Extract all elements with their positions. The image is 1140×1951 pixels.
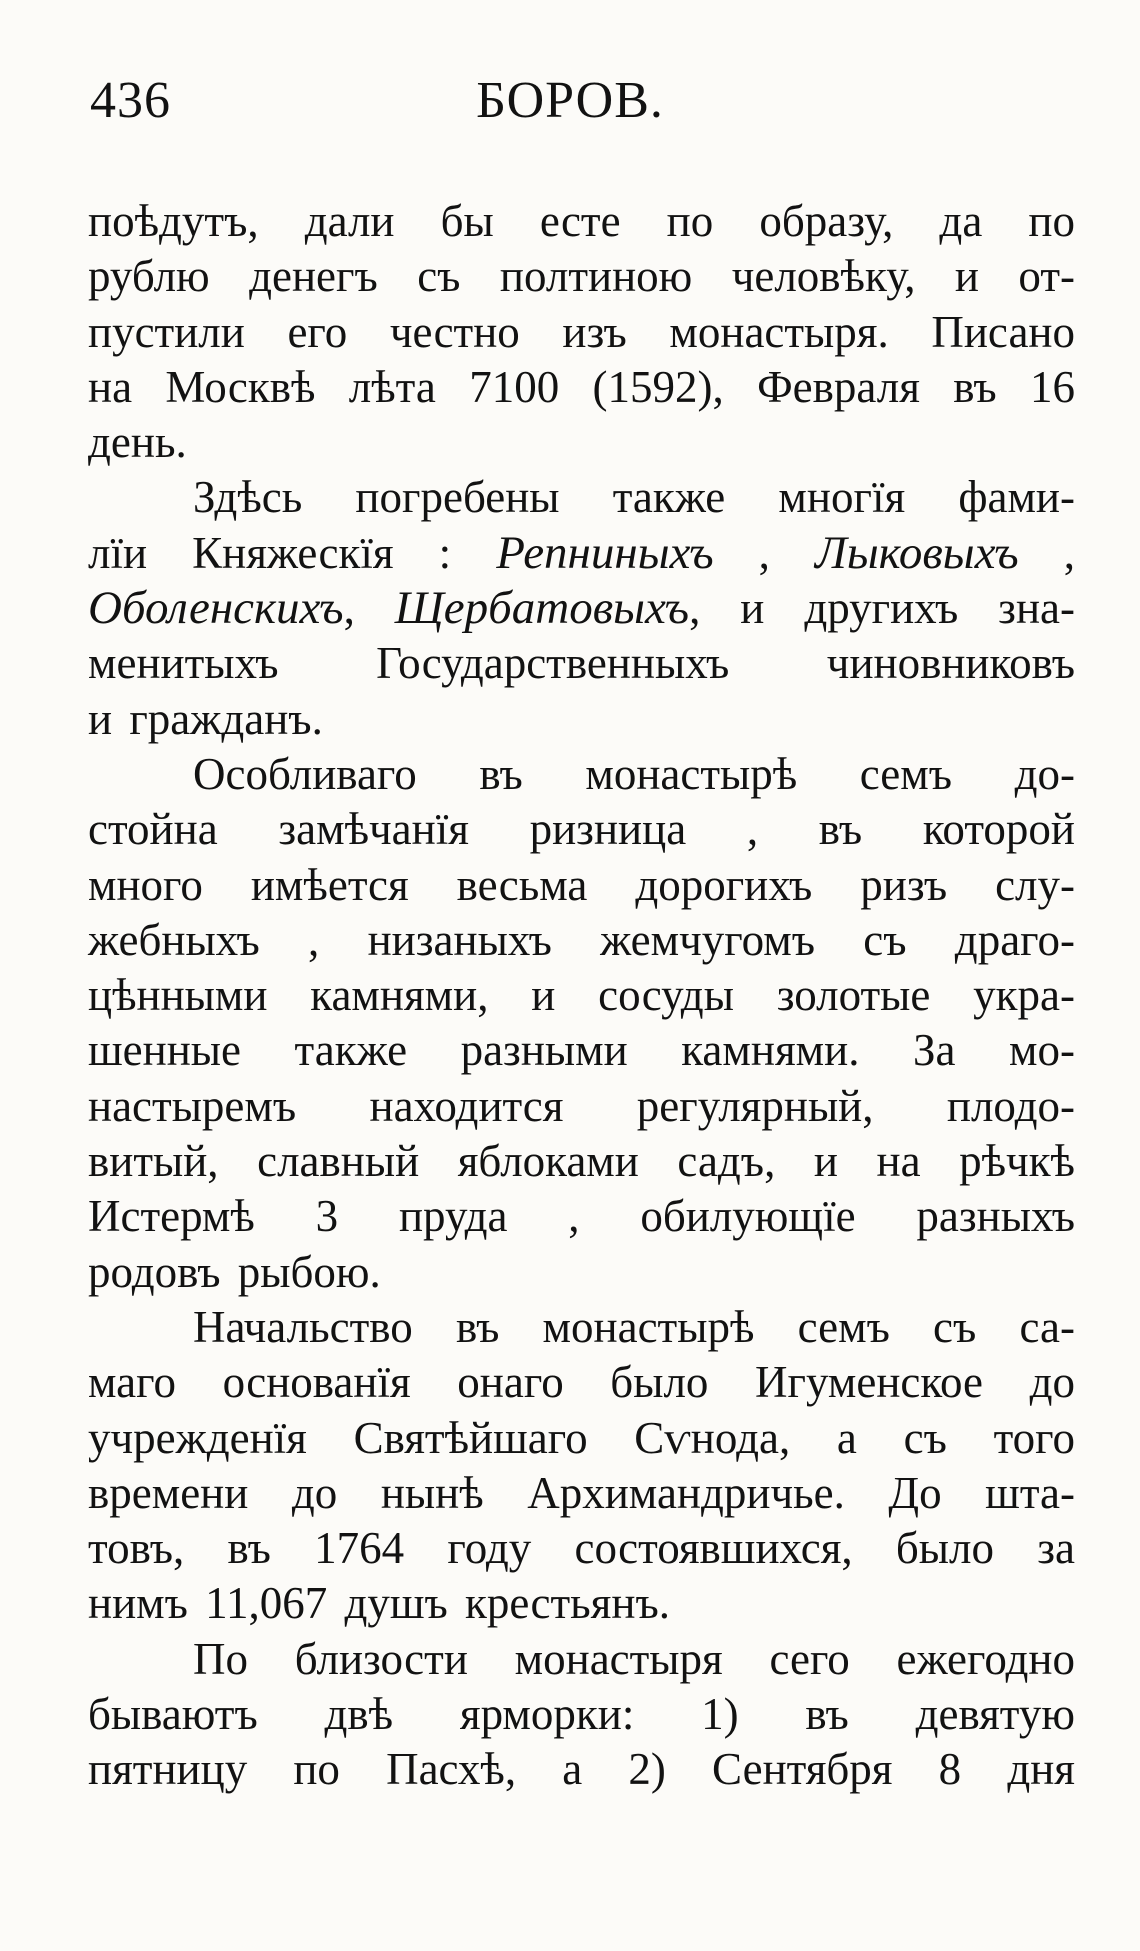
- text-line: Особливаго въ монастырѣ семъ до-: [193, 748, 1075, 799]
- paragraph: [88, 1632, 1075, 1798]
- text-line: нимъ 11,067 душъ крестьянъ.: [88, 1578, 670, 1629]
- text-line: цѣнными камнями, и сосуды золотые укра-: [88, 970, 1075, 1021]
- text-line: на Москвѣ лѣта 7100 (1592), Февраля въ 16: [88, 361, 1075, 412]
- text-segment: ,: [343, 583, 395, 634]
- text-line: поѣдутъ, дали бы есте по образу, да по: [88, 196, 1075, 246]
- family-name: Лыковыхъ: [815, 526, 1019, 579]
- text-line: времени до нынѣ Архимандричье. До шта-: [88, 1467, 1075, 1518]
- text-segment: лїи Княжескїя :: [88, 527, 497, 578]
- paragraph: [88, 747, 1075, 1300]
- running-title: БОРОВ.: [476, 72, 664, 129]
- text-segment: ,: [1018, 527, 1076, 578]
- page-number: 436: [90, 72, 171, 129]
- text-line: родовъ рыбою.: [88, 1246, 381, 1297]
- text-line: день.: [88, 417, 187, 468]
- text-line: шенные также разными камнями. За мо-: [88, 1025, 1075, 1076]
- text-line: [88, 581, 1075, 636]
- family-name: Репниныхъ: [496, 526, 714, 579]
- text-line: менитыхъ Государственныхъ чиновниковъ: [88, 638, 1075, 689]
- text-line: пятницу по Пасхѣ, а 2) Сентября 8 дня: [88, 1744, 1075, 1795]
- text-line: Здѣсь погребены также многїя фами-: [193, 472, 1075, 523]
- text-line: бываютъ двѣ ярморки: 1) въ девятую: [88, 1689, 1075, 1740]
- text-line: товъ, въ 1764 году состоявшихся, было за: [88, 1523, 1075, 1574]
- family-name: Щербатовыхъ: [394, 582, 690, 635]
- text-line: пустили его честно изъ монастыря. Писано: [88, 306, 1075, 357]
- text-line: Истермѣ 3 пруда , обилующїе разныхъ: [88, 1191, 1075, 1242]
- paragraph: [88, 470, 1075, 746]
- text-line: жебныхъ , низаныхъ жемчугомъ съ драго-: [88, 914, 1075, 965]
- text-line: и гражданъ.: [88, 693, 323, 744]
- text-line: стойна замѣчанїя ризница , въ которой: [88, 804, 1075, 855]
- family-name: Оболенскихъ: [88, 582, 344, 635]
- text-line: учрежденїя Святѣйшаго Сѵнода, а съ того: [88, 1412, 1075, 1463]
- text-line: [88, 526, 1075, 581]
- text-line: настыремъ находится регулярный, плодо-: [88, 1080, 1075, 1131]
- paragraph: [88, 194, 1075, 470]
- paragraph: [88, 1300, 1075, 1632]
- text-segment: ,: [713, 527, 815, 578]
- text-line: витый, славный яблоками садъ, и на рѣчкѣ: [88, 1136, 1075, 1187]
- text-line: рублю денегъ съ полтиною человѣку, и от-: [88, 251, 1075, 302]
- text-line: Начальство въ монастырѣ семъ съ са-: [193, 1301, 1075, 1352]
- text-line: много имѣется весьма дорогихъ ризъ слу-: [88, 859, 1075, 910]
- text-segment: , и другихъ зна-: [689, 583, 1076, 634]
- text-line: По близости монастыря сего ежегодно: [193, 1633, 1075, 1684]
- text-line: маго основанїя онаго было Игуменское до: [88, 1357, 1075, 1408]
- text-body: [88, 194, 1075, 1798]
